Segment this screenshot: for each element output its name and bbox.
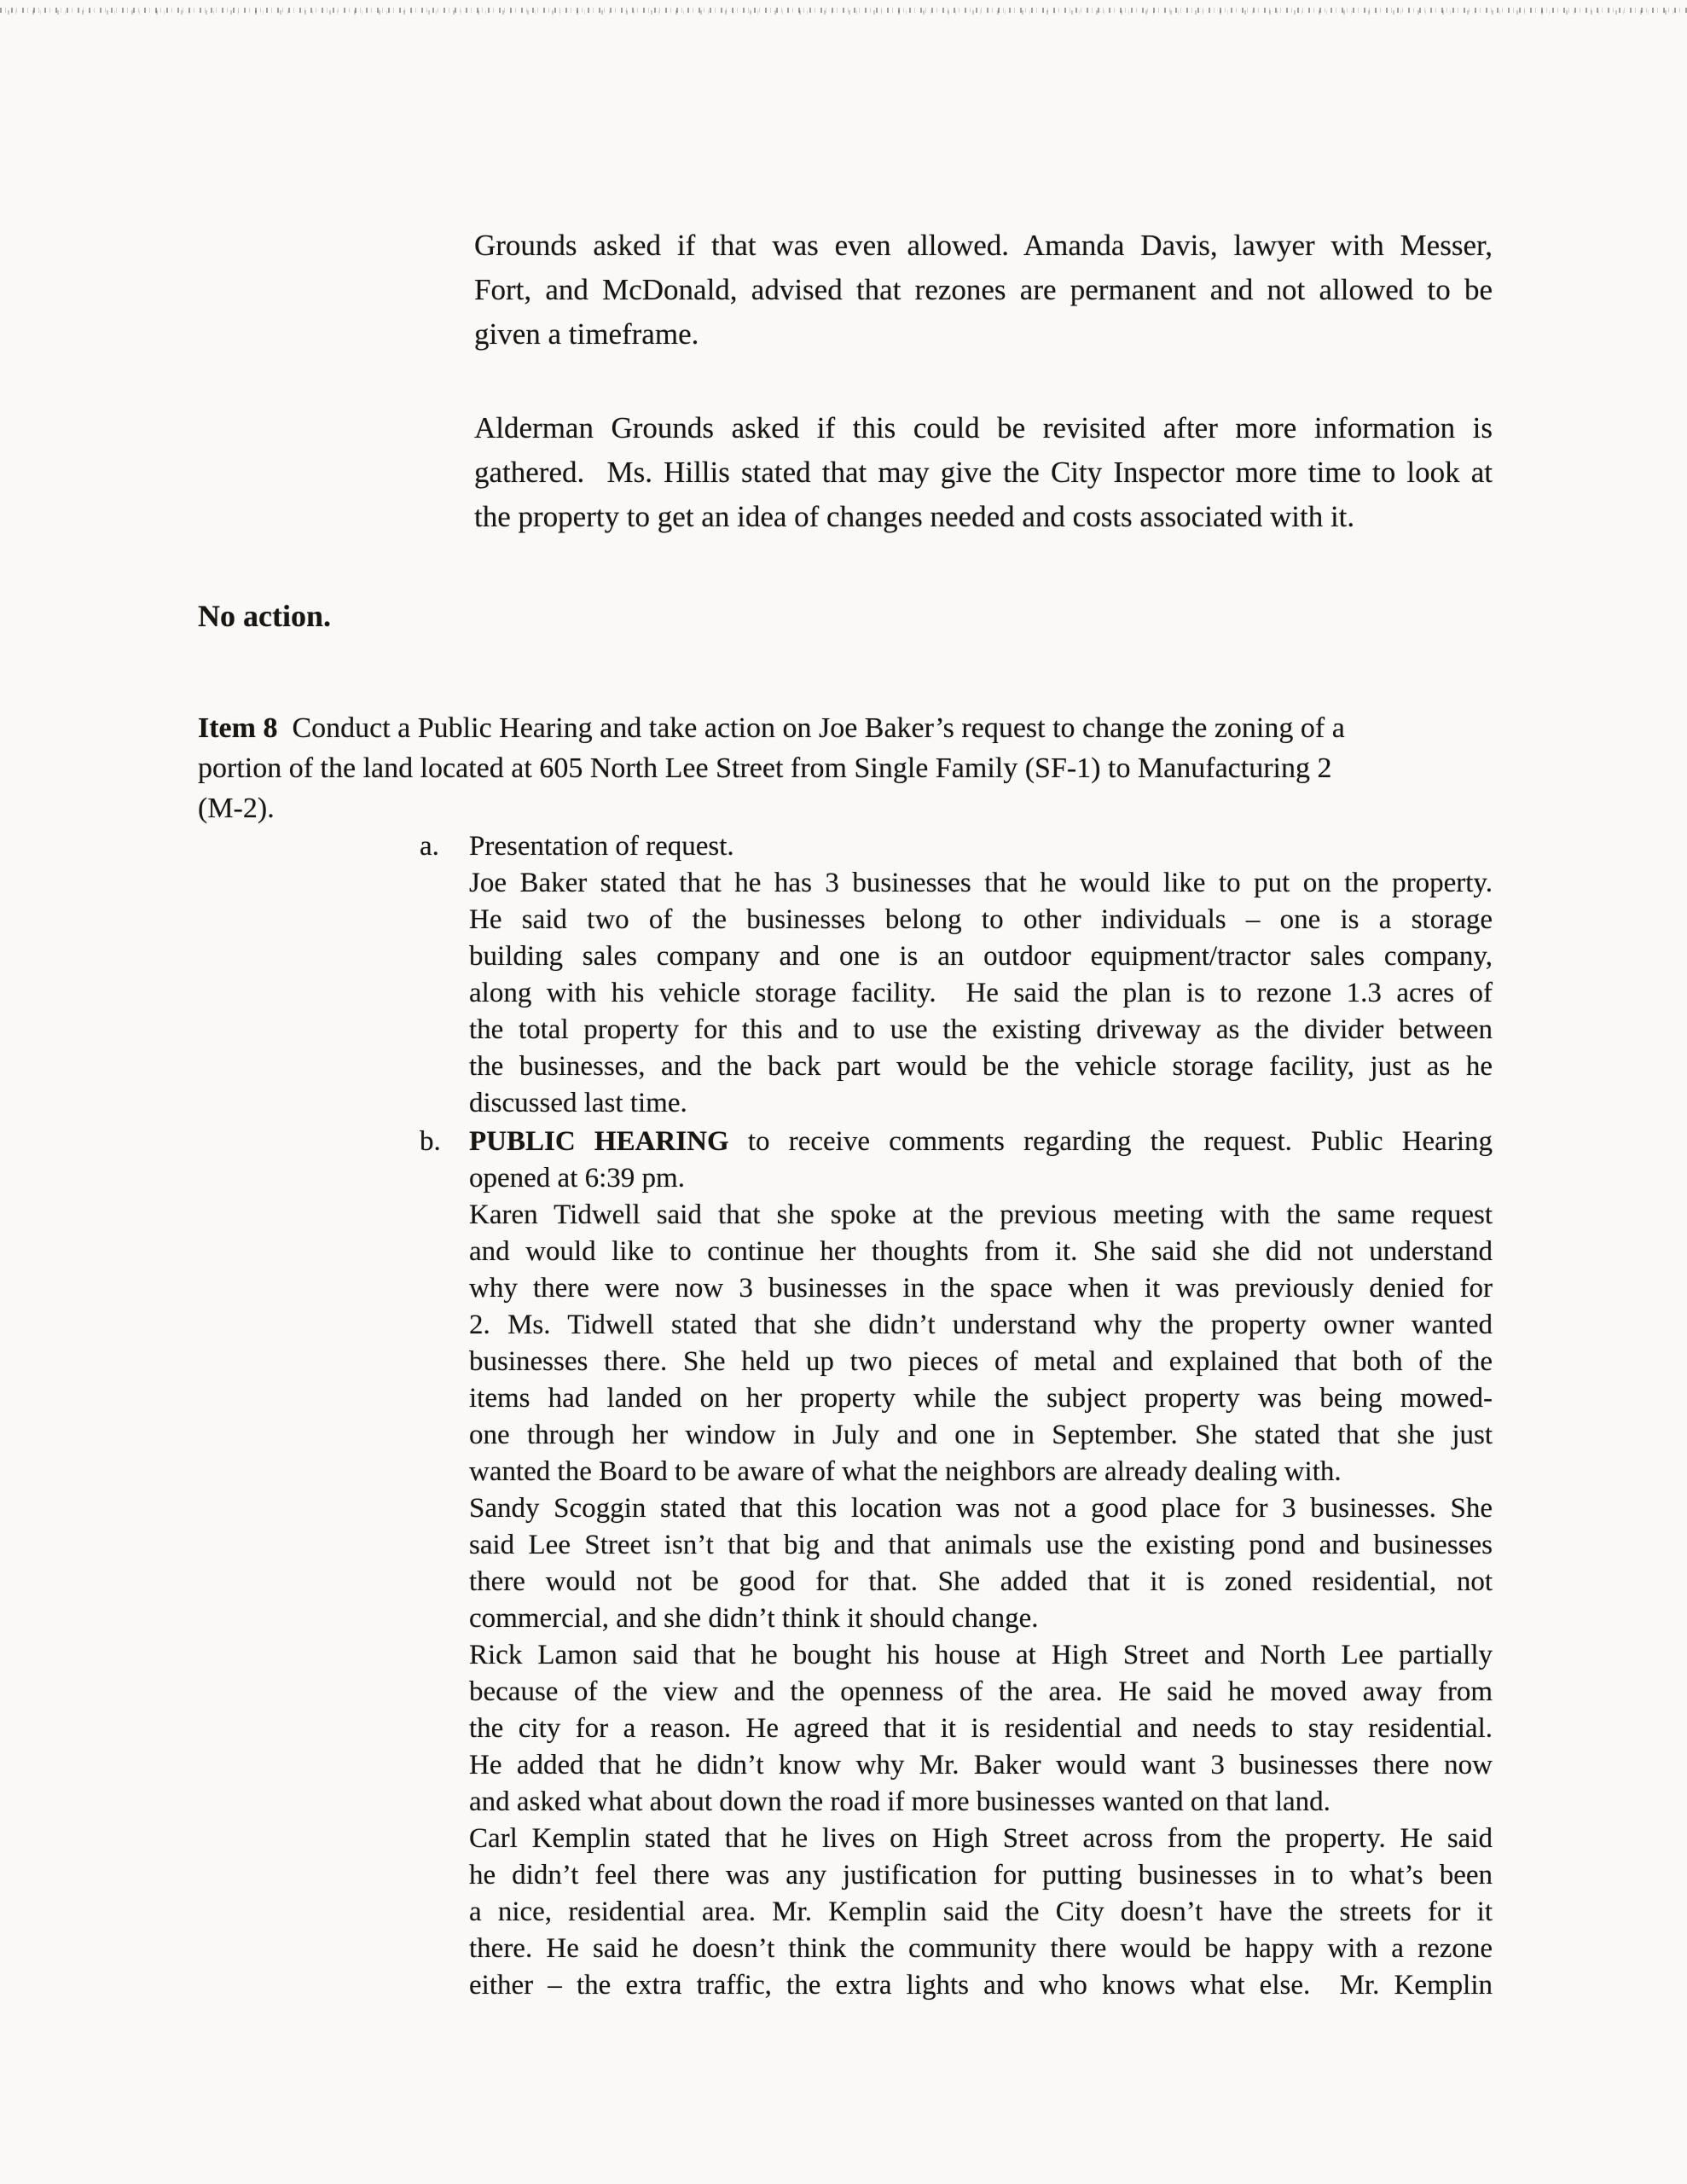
- text-line: [469, 828, 1493, 865]
- text-line: [469, 1124, 1493, 1160]
- text-line: [469, 1711, 1493, 1747]
- line-text: 2. Ms. Tidwell stated that she didn’t understand why the property owner wanted: [469, 1310, 1493, 1340]
- line-text: along with his vehicle storage facility. He said the plan is to rezone 1.3 acres of: [469, 978, 1493, 1008]
- text-line: [469, 1564, 1493, 1600]
- line-text: and would like to continue her thoughts from it. She said she did not understand: [469, 1236, 1493, 1267]
- line-text: opened at 6:39 pm.: [469, 1163, 685, 1194]
- line-text: he didn’t feel there was any justification for putting businesses in to what’s been: [469, 1860, 1493, 1891]
- line-text: either – the extra traffic, the extra lights and who knows what else. Mr. Kemplin: [469, 1970, 1493, 2001]
- bold-lead-text: PUBLIC HEARING: [469, 1126, 729, 1157]
- text-line: [198, 708, 1493, 748]
- page-text-content: [198, 0, 1493, 2004]
- text-line: [469, 1048, 1493, 1085]
- text-line: [469, 1380, 1493, 1417]
- text-line: [469, 1674, 1493, 1711]
- line-text: Conduct a Public Hearing and take action on Joe Baker’s request to change the zoning of a: [277, 712, 1345, 744]
- text-line: [469, 1967, 1493, 2004]
- line-text: portion of the land located at 605 North Lee Street from Single Family (SF-1) to Manufacturing 2: [198, 752, 1332, 784]
- line-text: why there were now 3 businesses in the space when it was previously denied for: [469, 1273, 1493, 1304]
- text-line: [469, 1931, 1493, 1967]
- text-line: [469, 1894, 1493, 1931]
- line-text: because of the view and the openness of the area. He said he moved away from: [469, 1676, 1493, 1707]
- line-text: one through her window in July and one in September. She stated that she just: [469, 1420, 1493, 1450]
- line-text: the total property for this and to use the existing driveway as the divider between: [469, 1014, 1493, 1045]
- text-line: [469, 938, 1493, 975]
- no-action: [198, 594, 1216, 638]
- text-line: [469, 1600, 1493, 1637]
- line-text: He said two of the businesses belong to other individuals – one is a storage: [469, 904, 1493, 935]
- list-item-lines: [469, 828, 1493, 1122]
- text-line: [469, 1454, 1493, 1490]
- line-text: wanted the Board to be aware of what the neighbors are already dealing with.: [469, 1456, 1342, 1487]
- text-line: [469, 1012, 1493, 1048]
- line-text: Karen Tidwell said that she spoke at the previous meeting with the same request: [469, 1199, 1493, 1230]
- line-text: Carl Kemplin stated that he lives on High Street across from the property. He said: [469, 1823, 1493, 1854]
- line-text: there would not be good for that. She added that it is zoned residential, not: [469, 1566, 1493, 1597]
- line-text: Rick Lamon said that he bought his house at High Street and North Lee partially: [469, 1640, 1493, 1670]
- line-text: the businesses, and the back part would be the vehicle storage facility, just as he: [469, 1051, 1493, 1082]
- line-text: said Lee Street isn’t that big and that animals use the existing pond and businesses: [469, 1530, 1493, 1560]
- text-line: [469, 1234, 1493, 1270]
- text-line: [474, 312, 1493, 357]
- list-marker: b.: [420, 1126, 441, 1157]
- line-text: businesses there. She held up two pieces of metal and explained that both of the: [469, 1346, 1493, 1377]
- text-line: [469, 1197, 1493, 1234]
- line-text: to receive comments regarding the request. Public Hearing: [728, 1126, 1493, 1157]
- bold-lead-text: Item 8: [198, 712, 278, 744]
- line-text: the city for a reason. He agreed that it is residential and needs to stay residential.: [469, 1713, 1493, 1744]
- text-line: [469, 1747, 1493, 1784]
- text-line: [469, 975, 1493, 1012]
- line-text: Alderman Grounds asked if this could be revisited after more information is: [474, 411, 1493, 444]
- list-item-lines: [469, 1124, 1493, 2004]
- text-line: [469, 1085, 1493, 1122]
- alderman-paragraph: [474, 406, 1493, 539]
- line-text: given a timeframe.: [474, 317, 699, 351]
- list-marker: a.: [420, 831, 439, 862]
- line-text: the property to get an idea of changes needed and costs associated with it.: [474, 500, 1355, 533]
- text-line: [474, 495, 1493, 539]
- text-line: [469, 1784, 1493, 1821]
- item-b: [198, 1124, 1493, 2004]
- text-line: [474, 406, 1493, 450]
- line-text: there. He said he doesn’t think the community there would be happy with a rezone: [469, 1933, 1493, 1964]
- line-text: and asked what about down the road if more businesses wanted on that land.: [469, 1786, 1330, 1817]
- text-line: [474, 450, 1493, 495]
- text-line: [474, 224, 1493, 268]
- text-line: [469, 1344, 1493, 1380]
- grounds-paragraph: [474, 224, 1493, 357]
- text-line: [469, 1270, 1493, 1307]
- item8-heading: [198, 708, 1493, 828]
- text-line: [469, 1417, 1493, 1454]
- text-line: [474, 268, 1493, 312]
- line-text: Presentation of request.: [469, 831, 734, 862]
- text-line: [469, 1160, 1493, 1197]
- line-text: items had landed on her property while the subject property was being mowed-: [469, 1383, 1493, 1414]
- text-line: [469, 902, 1493, 938]
- line-text: He added that he didn’t know why Mr. Baker would want 3 businesses there now: [469, 1750, 1493, 1780]
- text-line: [469, 1857, 1493, 1894]
- text-line: [469, 1490, 1493, 1527]
- item-a: [198, 828, 1493, 1122]
- line-text: (M-2).: [198, 793, 275, 824]
- text-line: [469, 1637, 1493, 1674]
- line-text: No action.: [198, 599, 331, 633]
- text-line: [469, 1527, 1493, 1564]
- line-text: Fort, and McDonald, advised that rezones are permanent and not allowed to be: [474, 273, 1493, 306]
- line-text: discussed last time.: [469, 1088, 687, 1118]
- text-line: [198, 748, 1493, 788]
- line-text: a nice, residential area. Mr. Kemplin said the City doesn’t have the streets for it: [469, 1896, 1493, 1927]
- text-line: [198, 594, 1216, 638]
- text-line: [469, 1821, 1493, 1857]
- line-text: Joe Baker stated that he has 3 businesses that he would like to put on the property.: [469, 868, 1493, 898]
- text-line: [198, 788, 1493, 828]
- line-text: Grounds asked if that was even allowed. Amanda Davis, lawyer with Messer,: [474, 229, 1493, 262]
- line-text: commercial, and she didn’t think it should change.: [469, 1603, 1039, 1634]
- text-line: [469, 865, 1493, 902]
- line-text: building sales company and one is an outdoor equipment/tractor sales company,: [469, 941, 1493, 972]
- text-line: [469, 1307, 1493, 1344]
- line-text: gathered. Ms. Hillis stated that may give the City Inspector more time to look at: [474, 456, 1493, 489]
- line-text: Sandy Scoggin stated that this location was not a good place for 3 businesses. She: [469, 1493, 1493, 1524]
